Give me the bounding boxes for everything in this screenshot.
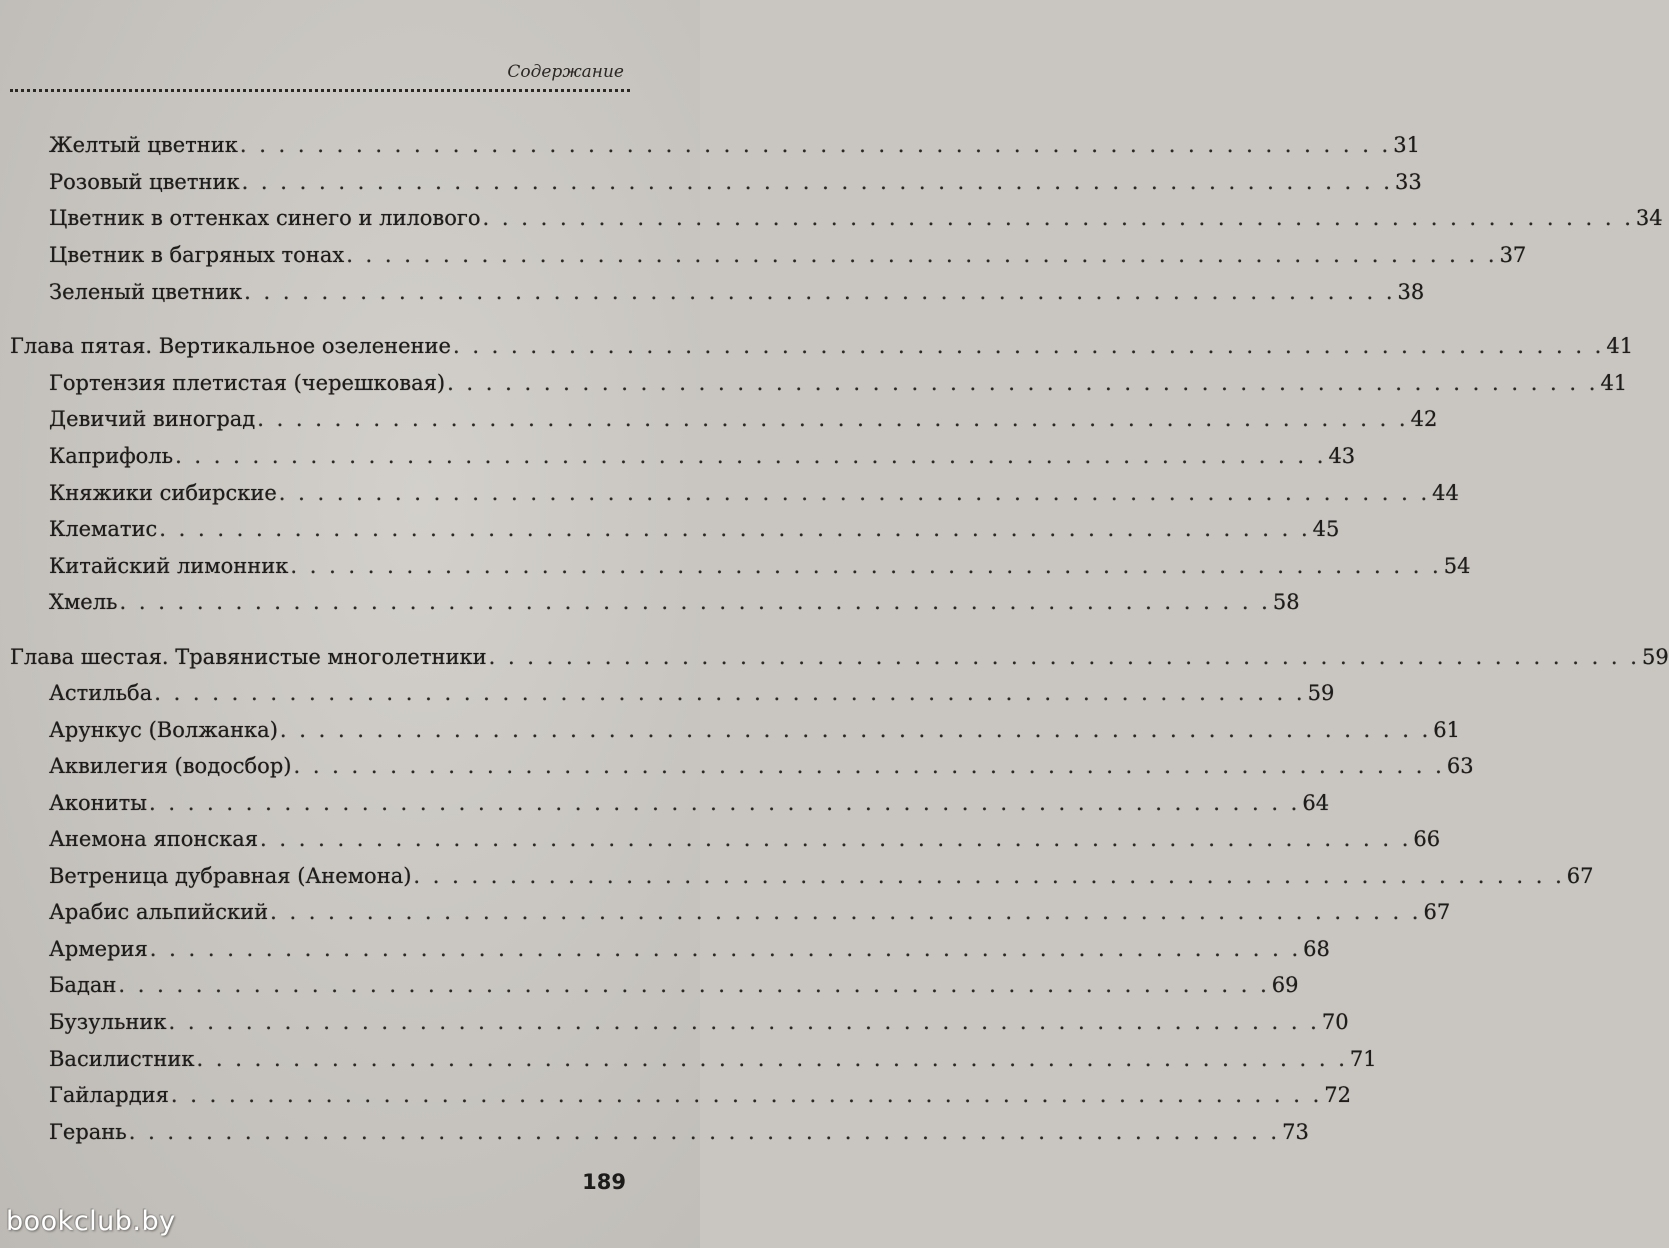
toc-entry-row	[49, 713, 1461, 747]
toc-entry-row	[49, 932, 1330, 966]
toc-entry-title: Китайский лимонник	[49, 554, 289, 578]
toc-entry-title: Бадан	[49, 973, 117, 997]
header-dotted-rule	[10, 89, 630, 92]
toc-dot-leader: . . . . . . . . . . . . . . . . . . . . . . . . . . . . . . . . . . . . . . . . . . . . . . . . . . . . . . . . . . . .	[346, 243, 1498, 267]
toc-dot-leader: . . . . . . . . . . . . . . . . . . . . . . . . . . . . . . . . . . . . . . . . . . . . . . . . . . . . . . . . . . . .	[290, 554, 1442, 578]
toc-entry-page: 33	[1394, 170, 1422, 194]
toc-entry-title: Желтый цветник	[49, 133, 238, 157]
toc-dot-leader: . . . . . . . . . . . . . . . . . . . . . . . . . . . . . . . . . . . . . . . . . . . . . . . . . . . . . . . . . . . .	[118, 973, 1270, 997]
toc-dot-leader: . . . . . . . . . . . . . . . . . . . . . . . . . . . . . . . . . . . . . . . . . . . . . . . . . . . . . . . . . . . .	[293, 754, 1445, 778]
toc-dot-leader: . . . . . . . . . . . . . . . . . . . . . . . . . . . . . . . . . . . . . . . . . . . . . . . . . . . . . . . . . . . .	[270, 900, 1422, 924]
toc-entry-row	[49, 366, 1628, 400]
toc-entry-page: 59	[1641, 645, 1669, 669]
toc-dot-leader: . . . . . . . . . . . . . . . . . . . . . . . . . . . . . . . . . . . . . . . . . . . . . . . . . . . . . . . . . . . .	[159, 517, 1311, 541]
page-number: 189	[582, 1170, 626, 1194]
toc-entry-title: Цветник в оттенках синего и лилового	[49, 206, 481, 230]
toc-dot-leader: . . . . . . . . . . . . . . . . . . . . . . . . . . . . . . . . . . . . . . . . . . . . . . . . . . . . . . . . . . . .	[170, 1083, 1323, 1107]
toc-dot-leader: . . . . . . . . . . . . . . . . . . . . . . . . . . . . . . . . . . . . . . . . . . . . . . . . . . . . . . . . . . . .	[149, 791, 1301, 815]
toc-entry-page: 71	[1349, 1047, 1377, 1071]
toc-dot-leader: . . . . . . . . . . . . . . . . . . . . . . . . . . . . . . . . . . . . . . . . . . . . . . . . . . . . . . . . . . . .	[413, 864, 1565, 888]
toc-entry-page: 72	[1324, 1083, 1352, 1107]
toc-entry-page: 70	[1321, 1010, 1349, 1034]
toc-entry-row	[49, 859, 1594, 893]
toc-dot-leader: . . . . . . . . . . . . . . . . . . . . . . . . . . . . . . . . . . . . . . . . . . . . . . . . . . . . . . . . . . . .	[260, 827, 1412, 851]
toc-dot-leader: . . . . . . . . . . . . . . . . . . . . . . . . . . . . . . . . . . . . . . . . . . . . . . . . . . . . . . . . . . . .	[119, 590, 1271, 614]
toc-entry-row	[49, 822, 1441, 856]
toc-entry-title: Акониты	[49, 791, 147, 815]
toc-entry-page: 64	[1302, 791, 1330, 815]
toc-entry-page: 66	[1413, 827, 1441, 851]
toc-entry-page: 63	[1446, 754, 1474, 778]
toc-entry-title: Аквилегия (водосбор)	[49, 754, 292, 778]
toc-entry-title: Армерия	[49, 937, 148, 961]
toc-entry-title: Арабис альпийский	[49, 900, 269, 924]
toc-entry-page: 44	[1432, 481, 1459, 505]
toc-entry-row	[49, 476, 1459, 510]
toc-entry-row	[49, 165, 1422, 199]
toc-entry-title: Анемона японская	[49, 827, 259, 851]
toc-dot-leader: . . . . . . . . . . . . . . . . . . . . . . . . . . . . . . . . . . . . . . . . . . . . . . . . . . . . . . . . . . . .	[488, 645, 1640, 669]
toc-entry-page: 69	[1271, 973, 1299, 997]
toc-entry-page: 54	[1443, 554, 1471, 578]
toc-entry-row	[49, 585, 1300, 619]
toc-entry-title: Княжики сибирские	[49, 481, 277, 505]
toc-entry-page: 34	[1635, 206, 1663, 230]
toc-entry-row	[49, 1005, 1349, 1039]
toc-chapter-row	[10, 329, 1634, 363]
toc-entry-row	[49, 201, 1663, 235]
toc-entry-title: Глава пятая. Вертикальное озеленение	[10, 334, 451, 358]
toc-dot-leader: . . . . . . . . . . . . . . . . . . . . . . . . . . . . . . . . . . . . . . . . . . . . . . . . . . . . . . . . . . . .	[452, 334, 1605, 358]
toc-entry-row	[49, 275, 1425, 309]
toc-entry-page: 38	[1397, 280, 1425, 304]
toc-entry-title: Астильба	[49, 681, 153, 705]
toc-dot-leader: . . . . . . . . . . . . . . . . . . . . . . . . . . . . . . . . . . . . . . . . . . . . . . . . . . . . . . . . . . . .	[278, 481, 1431, 505]
toc-dot-leader: . . . . . . . . . . . . . . . . . . . . . . . . . . . . . . . . . . . . . . . . . . . . . . . . . . . . . . . . . . . .	[149, 937, 1302, 961]
toc-entry-title: Бузульник	[49, 1010, 167, 1034]
toc-entry-row	[49, 1042, 1377, 1076]
toc-dot-leader: . . . . . . . . . . . . . . . . . . . . . . . . . . . . . . . . . . . . . . . . . . . . . . . . . . . . . . . . . . . .	[154, 681, 1306, 705]
toc-entry-title: Гайлардия	[49, 1083, 169, 1107]
toc-entry-title: Арункус (Волжанка)	[49, 718, 278, 742]
toc-dot-leader: . . . . . . . . . . . . . . . . . . . . . . . . . . . . . . . . . . . . . . . . . . . . . . . . . . . . . . . . . . . .	[175, 444, 1327, 468]
toc-dot-leader: . . . . . . . . . . . . . . . . . . . . . . . . . . . . . . . . . . . . . . . . . . . . . . . . . . . . . . . . . . . .	[128, 1120, 1281, 1144]
toc-entry-page: 45	[1312, 517, 1340, 541]
toc-dot-leader: . . . . . . . . . . . . . . . . . . . . . . . . . . . . . . . . . . . . . . . . . . . . . . . . . . . . . . . . . . . .	[244, 280, 1396, 304]
toc-entry-page: 41	[1606, 334, 1634, 358]
toc-entry-title: Девичий виноград	[49, 407, 256, 431]
toc-dot-leader: . . . . . . . . . . . . . . . . . . . . . . . . . . . . . . . . . . . . . . . . . . . . . . . . . . . . . . . . . . . .	[196, 1047, 1348, 1071]
toc-dot-leader: . . . . . . . . . . . . . . . . . . . . . . . . . . . . . . . . . . . . . . . . . . . . . . . . . . . . . . . . . . . .	[447, 371, 1599, 395]
toc-dot-leader: . . . . . . . . . . . . . . . . . . . . . . . . . . . . . . . . . . . . . . . . . . . . . . . . . . . . . . . . . . . .	[482, 206, 1634, 230]
toc-entry-page: 61	[1433, 718, 1461, 742]
toc-entry-row	[49, 128, 1420, 162]
watermark-logo: bookclub.by	[6, 1206, 176, 1237]
toc-entry-page: 31	[1393, 133, 1420, 157]
toc-entry-row	[49, 1115, 1309, 1149]
toc-dot-leader: . . . . . . . . . . . . . . . . . . . . . . . . . . . . . . . . . . . . . . . . . . . . . . . . . . . . . . . . . . . .	[257, 407, 1409, 431]
toc-entry-title: Глава шестая. Травянистые многолетники	[10, 645, 487, 669]
toc-entry-title: Каприфоль	[49, 444, 174, 468]
toc-entry-page: 42	[1410, 407, 1438, 431]
toc-entry-page: 43	[1328, 444, 1356, 468]
toc-entry-page: 73	[1282, 1120, 1309, 1144]
toc-entry-row	[49, 439, 1356, 473]
toc-entry-title: Ветреница дубравная (Анемона)	[49, 864, 412, 888]
toc-entry-row	[49, 676, 1335, 710]
toc-entry-title: Цветник в багряных тонах	[49, 243, 345, 267]
toc-entry-row	[49, 749, 1474, 783]
toc-entry-page: 37	[1499, 243, 1527, 267]
toc-entry-title: Василистник	[49, 1047, 195, 1071]
toc-entry-page: 41	[1600, 371, 1628, 395]
running-header: Содержание	[507, 62, 624, 82]
toc-dot-leader: . . . . . . . . . . . . . . . . . . . . . . . . . . . . . . . . . . . . . . . . . . . . . . . . . . . . . . . . . . . .	[239, 133, 1392, 157]
toc-entry-title: Клематис	[49, 517, 158, 541]
toc-entry-title: Розовый цветник	[49, 170, 240, 194]
toc-entry-title: Хмель	[49, 590, 118, 614]
toc-dot-leader: . . . . . . . . . . . . . . . . . . . . . . . . . . . . . . . . . . . . . . . . . . . . . . . . . . . . . . . . . . . .	[168, 1010, 1320, 1034]
toc-entry-page: 68	[1303, 937, 1330, 961]
toc-entry-row	[49, 238, 1527, 272]
toc-dot-leader: . . . . . . . . . . . . . . . . . . . . . . . . . . . . . . . . . . . . . . . . . . . . . . . . . . . . . . . . . . . .	[241, 170, 1393, 194]
toc-entry-title: Зеленый цветник	[49, 280, 243, 304]
toc-entry-page: 67	[1566, 864, 1594, 888]
toc-entry-page: 59	[1307, 681, 1335, 705]
toc-entry-row	[49, 895, 1451, 929]
toc-entry-row	[49, 549, 1471, 583]
toc-entry-row	[49, 402, 1438, 436]
toc-entry-title: Герань	[49, 1120, 127, 1144]
toc-entry-title: Гортензия плетистая (черешковая)	[49, 371, 446, 395]
toc-entry-row	[49, 1078, 1352, 1112]
toc-dot-leader: . . . . . . . . . . . . . . . . . . . . . . . . . . . . . . . . . . . . . . . . . . . . . . . . . . . . . . . . . . . .	[279, 718, 1432, 742]
toc-entry-page: 58	[1272, 590, 1300, 614]
toc-entry-row	[49, 786, 1330, 820]
toc-entry-row	[49, 512, 1340, 546]
toc-entry-row	[49, 968, 1299, 1002]
toc-chapter-row	[10, 640, 1669, 674]
toc-entry-page: 67	[1423, 900, 1451, 924]
